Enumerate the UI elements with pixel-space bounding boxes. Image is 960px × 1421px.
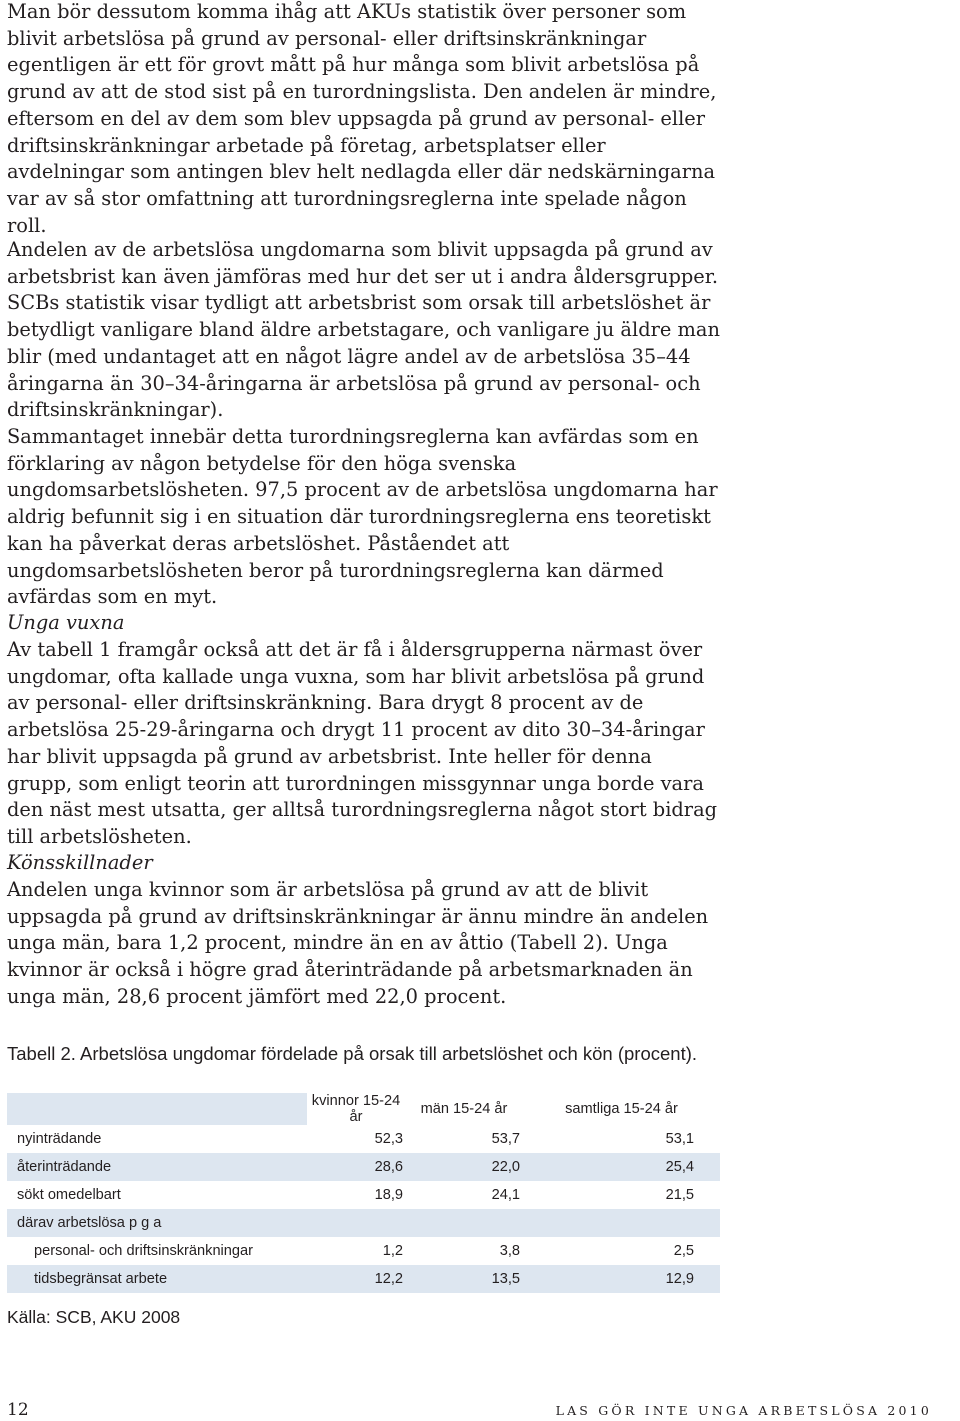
cell-women: 1,2 xyxy=(382,1243,403,1259)
cell-men: 22,0 xyxy=(405,1153,523,1181)
row-label: sökt omedelbart xyxy=(17,1187,121,1203)
table-caption: Tabell 2. Arbetslösa ungdomar fördelade på orsak till arbetslöshet och kön (procent). xyxy=(7,1043,698,1064)
table-header-all: samtliga 15-24 år xyxy=(523,1093,720,1125)
section-heading-konsskillnader: Könsskillnader xyxy=(7,851,153,874)
cell-all xyxy=(523,1209,720,1237)
table-header-men: män 15-24 år xyxy=(405,1093,523,1125)
table-header-row xyxy=(7,1093,720,1125)
cell-women: 18,9 xyxy=(374,1187,403,1203)
table-source: Källa: SCB, AKU 2008 xyxy=(7,1307,181,1327)
row-label: personal- och driftsinskränkningar xyxy=(34,1243,254,1259)
cell-all: 25,4 xyxy=(523,1153,720,1181)
cell-men xyxy=(405,1209,523,1237)
running-head: LAS GÖR INTE UNGA ARBETSLÖSA 2010 xyxy=(555,1403,932,1418)
table-row xyxy=(7,1265,720,1293)
table-row xyxy=(7,1181,720,1209)
row-label: därav arbetslösa p g a xyxy=(7,1209,307,1237)
row-label: nyinträdande xyxy=(17,1131,102,1147)
section-heading-unga-vuxna: Unga vuxna xyxy=(7,611,125,634)
cell-all: 53,1 xyxy=(665,1131,694,1147)
page-number: 12 xyxy=(7,1400,29,1420)
table-row xyxy=(7,1237,720,1265)
cell-women: 52,3 xyxy=(374,1131,403,1147)
cell-men: 53,7 xyxy=(491,1131,520,1147)
cell-all: 21,5 xyxy=(665,1187,694,1203)
body-paragraph-1: Man bör dessutom komma ihåg att AKUs statistik över personer som blivit arbetslösa på grund av personal- eller driftsinskränkningar egentligen är ett för grovt mått på hur många som blivit arbetslösa på grund av att de stod sist på en turordningslista. Den andelen är mindre, eftersom en del av dem som blev uppsagda på grund av personal- eller driftsinskränkningar arbetade på företag, arbetsplatser eller avdelningar som antingen blev helt nedlagda eller där nedskärningarna var av så stor omfattning att turordningsreglerna inte spelade någon roll. xyxy=(7,0,717,237)
data-table xyxy=(7,1093,720,1293)
row-label: återinträdande xyxy=(7,1153,307,1181)
table-row xyxy=(7,1153,720,1181)
cell-women xyxy=(307,1209,405,1237)
cell-women: 12,2 xyxy=(307,1265,405,1293)
table-row xyxy=(7,1209,720,1237)
cell-all: 12,9 xyxy=(523,1265,720,1293)
cell-men: 3,8 xyxy=(499,1243,520,1259)
cell-all: 2,5 xyxy=(673,1243,694,1259)
cell-men: 13,5 xyxy=(405,1265,523,1293)
body-paragraph-4: Av tabell 1 framgår också att det är få i åldersgrupperna närmast över ungdomar, ofta kallade unga vuxna, som har blivit arbetslösa på grund av personal- eller driftsinskränkning. Bara drygt 8 procent av de arbetslösa 25-29-åringarna och drygt 11 procent av dito 30–34-åringar har blivit uppsagda på grund av arbetsbrist. Inte heller för denna grupp, som enligt teorin att turordningen missgynnar unga borde vara den näst mest utsatta, ger alltså turordningsreglerna något stort bidrag till arbetslösheten. xyxy=(7,638,718,848)
table-header-women: kvinnor 15-24 år xyxy=(307,1093,405,1125)
cell-men: 24,1 xyxy=(491,1187,520,1203)
body-paragraph-5: Andelen unga kvinnor som är arbetslösa på grund av att de blivit uppsagda på grund av driftsinskränkningar är ännu mindre än andelen unga män, bara 1,2 procent, mindre än en av åttio (Tabell 2). Unga kvinnor är också i högre grad återinträdande på arbetsmarknaden än unga män, 28,6 procent jämfört med 22,0 procent. xyxy=(7,878,709,1008)
cell-women: 28,6 xyxy=(307,1153,405,1181)
table-header-empty xyxy=(7,1093,307,1125)
body-paragraph-3: Sammantaget innebär detta turordningsreglerna kan avfärdas som en förklaring av någon betydelse för den höga svenska ungdomsarbetslösheten. 97,5 procent av de arbetslösa ungdomarna har aldrig befunnit sig i en situation där turordningsreglerna ens teoretiskt kan ha påverkat deras arbetslöshet. Påståendet att ungdomsarbetslösheten beror på turordningsreglerna kan därmed avfärdas som en myt. xyxy=(7,425,718,609)
table-row xyxy=(7,1125,720,1153)
row-label: tidsbegränsat arbete xyxy=(7,1265,307,1293)
body-paragraph-2: Andelen av de arbetslösa ungdomarna som blivit uppsagda på grund av arbetsbrist kan även jämföras med hur det ser ut i andra åldersgrupper. SCBs statistik visar tydligt att arbetsbrist som orsak till arbetslöshet är betydligt vanligare bland äldre arbetstagare, och vanligare ju äldre man blir (med undantaget att en något lägre andel av de arbetslösa 35–44 åringarna än 30–34-åringarna är arbetslösa på grund av personal- och driftsinskränkningar). xyxy=(7,238,720,422)
